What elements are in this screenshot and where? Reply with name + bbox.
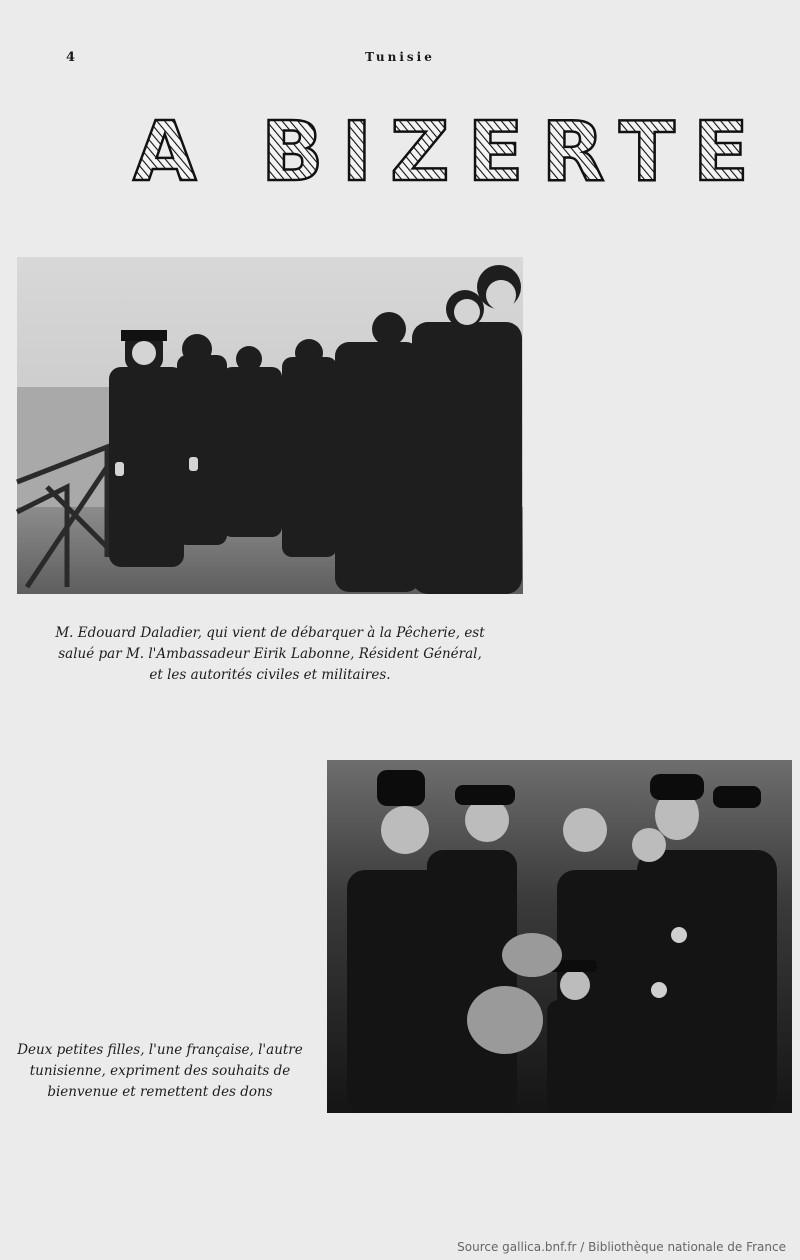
caption-line: Deux petites filles, l'une française, l'autre (17, 1042, 303, 1058)
page-number: 4 (66, 50, 76, 65)
photo-caption (10, 1040, 310, 1103)
photo-welcome-gifts (327, 760, 792, 1113)
caption-line: salué par M. l'Ambassadeur Eirik Labonne, Résident Général, (58, 646, 482, 662)
caption-line: M. Edouard Daladier, qui vient de débarquer à la Pêcherie, est (55, 625, 485, 641)
caption-line: et les autorités civiles et militaires. (149, 667, 391, 683)
running-header: Tunisie (365, 50, 435, 64)
source-credit: Source gallica.bnf.fr / Bibliothèque nationale de France (457, 1240, 786, 1254)
caption-line: bienvenue et remettent des dons (47, 1084, 273, 1100)
article-title-text: A BIZERTE (133, 105, 767, 200)
photo-caption (30, 623, 510, 686)
caption-line: tunisienne, expriment des souhaits de (29, 1063, 291, 1079)
photo-daladier-arrival (17, 257, 523, 594)
article-title (133, 105, 767, 200)
